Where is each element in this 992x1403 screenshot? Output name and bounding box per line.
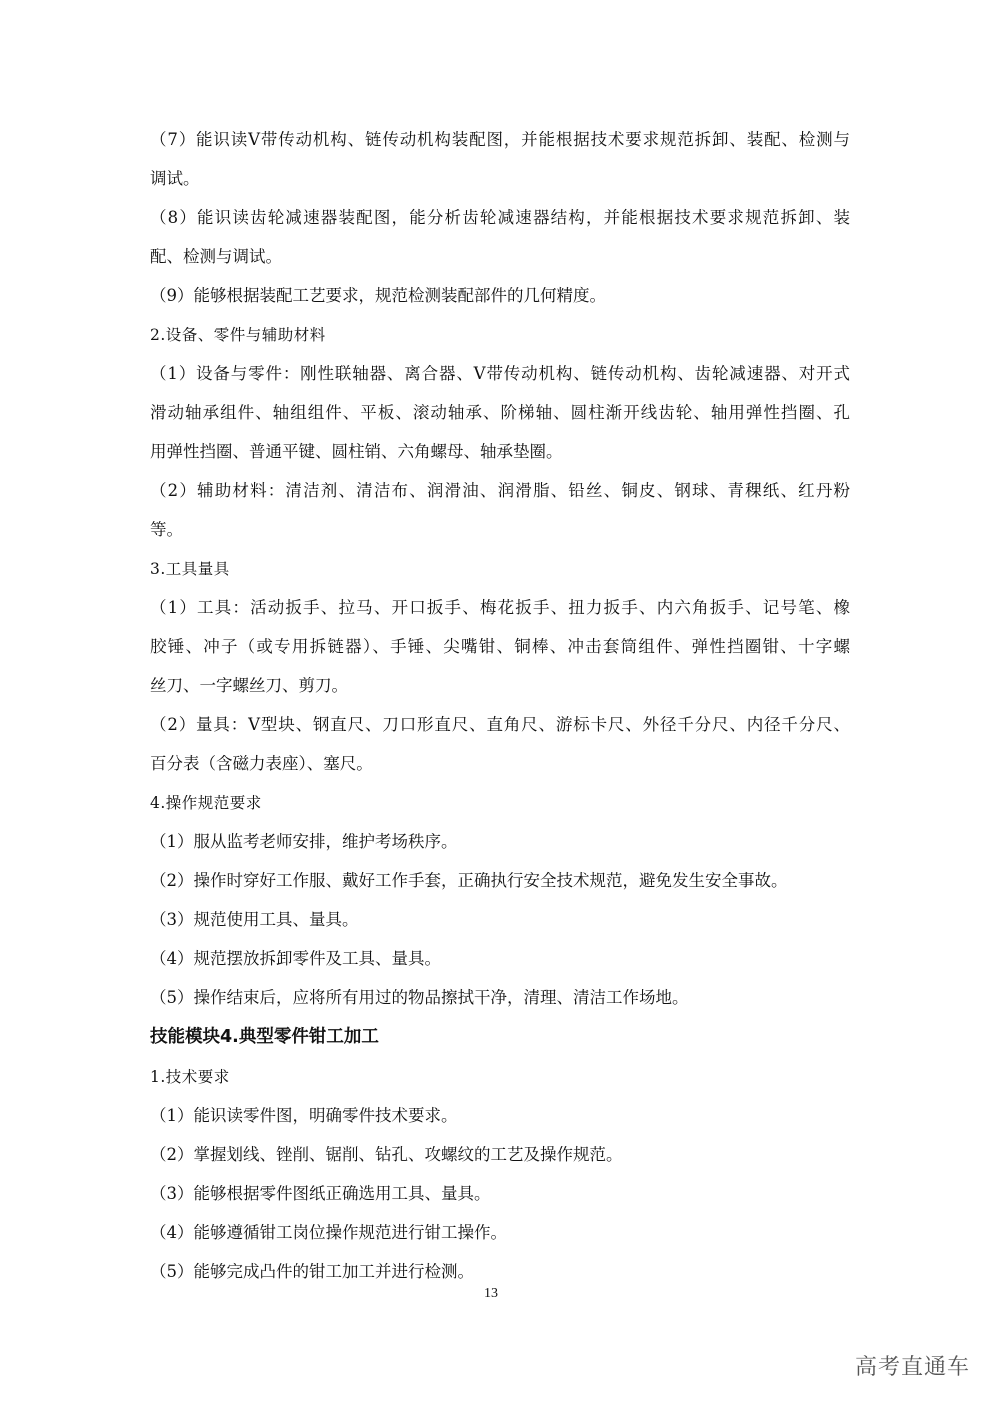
paragraph-line: 调试。	[150, 169, 200, 188]
section-heading: 2.设备、零件与辅助材料	[150, 326, 326, 344]
paragraph-line: （2）辅助材料：清洁剂、清洁布、润滑油、润滑脂、铅丝、铜皮、钢球、青稞纸、红丹粉	[150, 481, 850, 500]
paragraph-line: （1）设备与零件：刚性联轴器、离合器、V带传动机构、链传动机构、齿轮减速器、对开式	[150, 364, 850, 383]
paragraph-line: 丝刀、一字螺丝刀、剪刀。	[150, 676, 348, 695]
paragraph-line: （7）能识读V带传动机构、链传动机构装配图，并能根据技术要求规范拆卸、装配、检测与	[150, 130, 850, 149]
paragraph-line: （2）操作时穿好工作服、戴好工作手套，正确执行安全技术规范，避免发生安全事故。	[150, 871, 788, 890]
paragraph-line: （3）能够根据零件图纸正确选用工具、量具。	[150, 1184, 491, 1203]
paragraph-line: （1）能识读零件图，明确零件技术要求。	[150, 1106, 458, 1125]
page-number: 13	[484, 1286, 498, 1301]
paragraph-line: 胶锤、冲子（或专用拆链器）、手锤、尖嘴钳、铜棒、冲击套筒组件、弹性挡圈钳、十字螺	[150, 637, 850, 656]
paragraph-line: （4）规范摆放拆卸零件及工具、量具。	[150, 949, 441, 968]
section-heading: 1.技术要求	[150, 1068, 230, 1086]
module-title: 技能模块4.典型零件钳工加工	[150, 1027, 379, 1047]
paragraph-line: （4）能够遵循钳工岗位操作规范进行钳工操作。	[150, 1223, 507, 1242]
paragraph-line: （5）操作结束后，应将所有用过的物品擦拭干净，清理、清洁工作场地。	[150, 988, 689, 1007]
section-heading: 3.工具量具	[150, 560, 230, 578]
paragraph-line: （8）能识读齿轮减速器装配图，能分析齿轮减速器结构，并能根据技术要求规范拆卸、装	[150, 208, 850, 227]
paragraph-line: （2）掌握划线、锉削、锯削、钻孔、攻螺纹的工艺及操作规范。	[150, 1145, 623, 1164]
paragraph-line: （3）规范使用工具、量具。	[150, 910, 359, 929]
paragraph-line: （9）能够根据装配工艺要求，规范检测装配部件的几何精度。	[150, 286, 606, 305]
paragraph-line: （5）能够完成凸件的钳工加工并进行检测。	[150, 1262, 474, 1281]
paragraph-line: （2）量具：V型块、钢直尺、刀口形直尺、直角尺、游标卡尺、外径千分尺、内径千分尺、	[150, 715, 850, 734]
watermark: 高考直通车	[855, 1355, 971, 1380]
paragraph-line: 百分表（含磁力表座）、塞尺。	[150, 754, 373, 773]
paragraph-line: 配、检测与调试。	[150, 247, 282, 266]
paragraph-line: （1）服从监考老师安排，维护考场秩序。	[150, 832, 458, 851]
paragraph-line: 滑动轴承组件、轴组组件、平板、滚动轴承、阶梯轴、圆柱渐开线齿轮、轴用弹性挡圈、孔	[150, 403, 850, 422]
paragraph-line: （1）工具：活动扳手、拉马、开口扳手、梅花扳手、扭力扳手、内六角扳手、记号笔、橡	[150, 598, 850, 617]
section-heading: 4.操作规范要求	[150, 794, 262, 812]
paragraph-line: 等。	[150, 520, 183, 539]
paragraph-line: 用弹性挡圈、普通平键、圆柱销、六角螺母、轴承垫圈。	[150, 442, 563, 461]
